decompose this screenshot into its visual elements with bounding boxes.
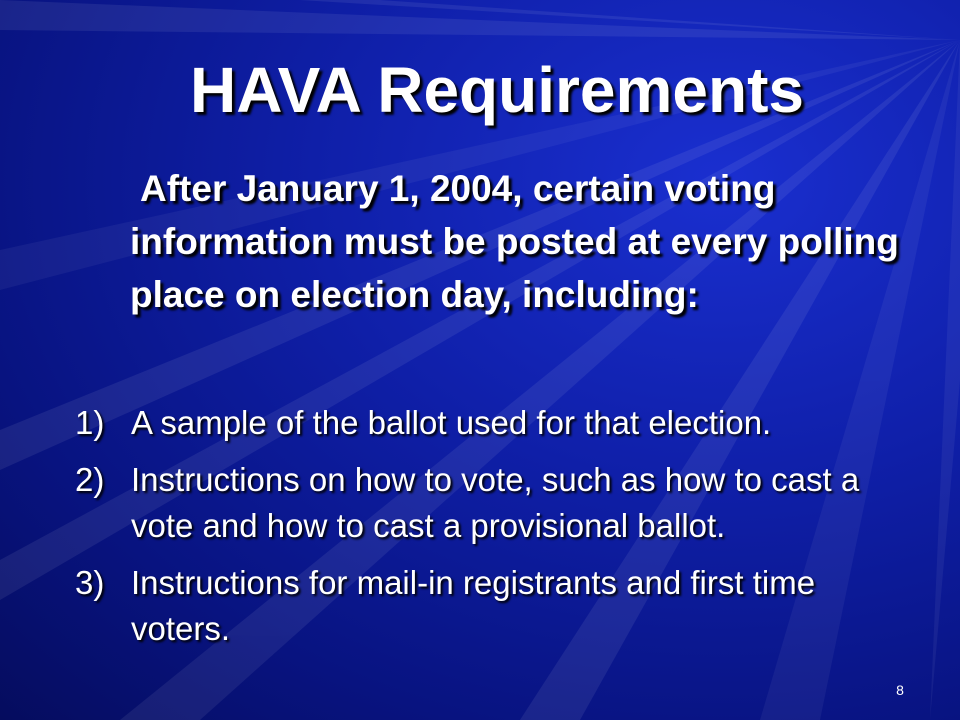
slide-title: HAVA Requirements: [189, 54, 805, 126]
list-item: [75, 400, 915, 446]
page-number: 8: [896, 682, 904, 698]
list-item-number: 2): [75, 461, 105, 498]
requirements-list: [75, 400, 915, 652]
list-item-text: Instructions on how to vote, such as how to cast a vote and how to cast a provisional ballot.: [131, 461, 860, 544]
list-item-number: 3): [75, 564, 105, 601]
intro-paragraph: After January 1, 2004, certain voting information must be posted at every polling place on election day, including:: [130, 168, 899, 315]
list-item: [75, 457, 915, 549]
list-item-number: 1): [75, 404, 105, 441]
list-item-text: Instructions for mail-in registrants and first time voters.: [131, 564, 816, 647]
list-item: [75, 560, 915, 652]
list-item-text: A sample of the ballot used for that election.: [131, 404, 772, 441]
